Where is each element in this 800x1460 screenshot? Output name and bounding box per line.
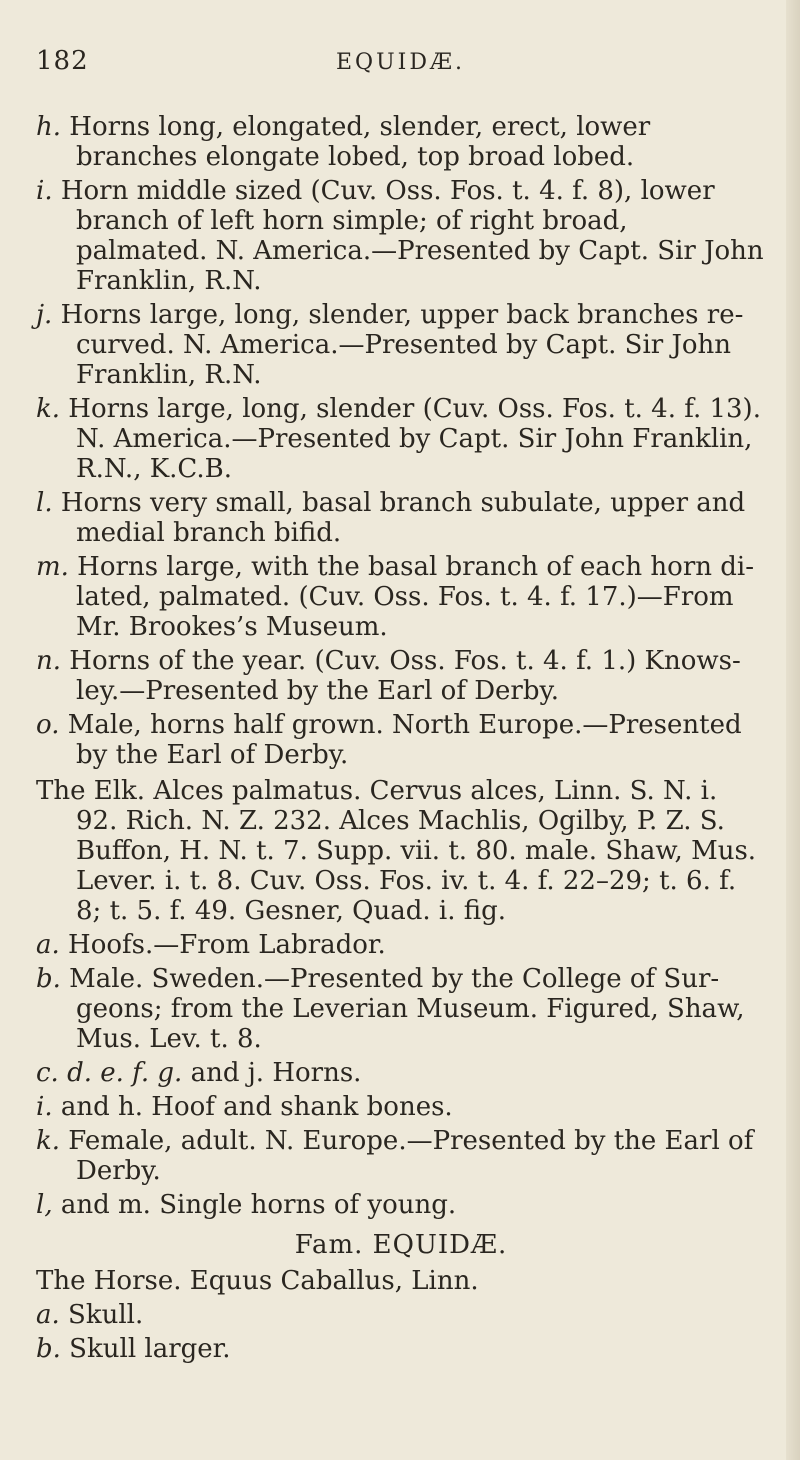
entry-text: and j. Horns. — [182, 1058, 362, 1088]
specimen-entry — [36, 1190, 766, 1220]
entry-label: m. — [36, 552, 69, 582]
specimen-entry — [36, 1092, 766, 1122]
page-edge — [786, 0, 800, 1460]
entry-text: Horn middle sized (Cuv. Oss. Fos. t. 4. f. 8), lower branch of left horn simple; of right broad, palmated. N. America.—Presented by Capt. Sir John Franklin, R.N. — [52, 176, 764, 296]
entries-top — [36, 112, 766, 770]
entries-horse — [36, 1300, 766, 1364]
specimen-entry — [36, 552, 766, 642]
entry-text: and h. Hoof and shank bones. — [52, 1092, 453, 1122]
entry-text: Horns large, long, slender, upper back branches re-curved. N. America.—Presented by Capt. Sir John Franklin, R.N. — [52, 300, 744, 390]
specimen-entry — [36, 176, 766, 296]
entry-label: o. — [36, 710, 60, 740]
entry-text: Female, adult. N. Europe.—Presented by the Earl of Derby. — [60, 1126, 754, 1186]
entry-label: b. — [36, 1334, 61, 1364]
entry-text: Horns very small, basal branch subulate, upper and medial branch bifid. — [52, 488, 746, 548]
specimen-entry — [36, 488, 766, 548]
family-heading: Fam. EQUIDÆ. — [294, 1230, 508, 1260]
entry-label: h. — [36, 112, 62, 142]
page-header — [36, 46, 760, 86]
entry-label: k. — [36, 394, 61, 424]
entry-label: a. — [36, 930, 60, 960]
page-number: 182 — [36, 46, 89, 76]
entry-text: Horns of the year. (Cuv. Oss. Fos. t. 4. f. 1.) Knows-ley.—Presented by the Earl of Derby. — [61, 646, 741, 706]
entry-text: Male. Sweden.—Presented by the College of Sur-geons; from the Leverian Museum. Figured, Shaw, Mus. Lev. t. 8. — [60, 964, 745, 1054]
specimen-entry — [36, 1126, 766, 1186]
entry-text: Skull larger. — [60, 1334, 231, 1364]
specimen-entry — [36, 710, 766, 770]
specimen-entry — [36, 112, 766, 172]
running-head: EQUIDÆ. — [336, 50, 465, 75]
entry-label: i. — [36, 176, 53, 206]
specimen-entry — [36, 930, 766, 960]
specimen-entry — [36, 1300, 766, 1330]
specimen-entry — [36, 964, 766, 1054]
entry-text: Horns large, long, slender (Cuv. Oss. Fos. t. 4. f. 13). N. America.—Presented by Capt. Sir John Franklin, R.N., K.C.B. — [60, 394, 761, 484]
entry-label: l. — [36, 488, 53, 518]
entries-elk — [36, 930, 766, 1220]
page-body — [36, 112, 766, 1368]
entry-label: b. — [36, 964, 61, 994]
entry-text: Skull. — [59, 1300, 144, 1330]
specimen-entry — [36, 1058, 766, 1088]
entry-text: Hoofs.—From Labrador. — [59, 930, 386, 960]
horse-heading: The Horse. Equus Caballus, Linn. — [36, 1266, 479, 1296]
entry-text: Male, horns half grown. North Europe.—Presented by the Earl of Derby. — [59, 710, 742, 770]
elk-heading: The Elk. Alces palmatus. Cervus alces, Linn. S. N. i. 92. Rich. N. Z. 232. Alces Machlis, Ogilby, P. Z. S. Buffon, H. N. t. 7. Supp. vii. t. 80. male. Shaw, Mus. Lever. i. t. 8. Cuv. Oss. Fos. iv. t. 4. f. 22–29; t. 6. f. 8; t. 5. f. 49. Gesner, Quad. i. fig. — [36, 776, 757, 926]
entry-label: a. — [36, 1300, 60, 1330]
entry-label: c. d. e. f. g. — [36, 1058, 183, 1088]
entry-text: Horns long, elongated, slender, erect, lower branches elongate lobed, top broad lobed. — [61, 112, 651, 172]
entry-text: and m. Single horns of young. — [52, 1190, 457, 1220]
entry-label: l, — [36, 1190, 53, 1220]
entry-label: k. — [36, 1126, 61, 1156]
specimen-entry — [36, 300, 766, 390]
entry-label: j. — [36, 300, 53, 330]
specimen-entry — [36, 394, 766, 484]
specimen-entry — [36, 646, 766, 706]
entry-label: n. — [36, 646, 62, 676]
entry-label: i. — [36, 1092, 53, 1122]
entry-text: Horns large, with the basal branch of each horn di-lated, palmated. (Cuv. Oss. Fos. t. 4. f. 17.)—From Mr. Brookes’s Museum. — [68, 552, 755, 642]
specimen-entry — [36, 1334, 766, 1364]
